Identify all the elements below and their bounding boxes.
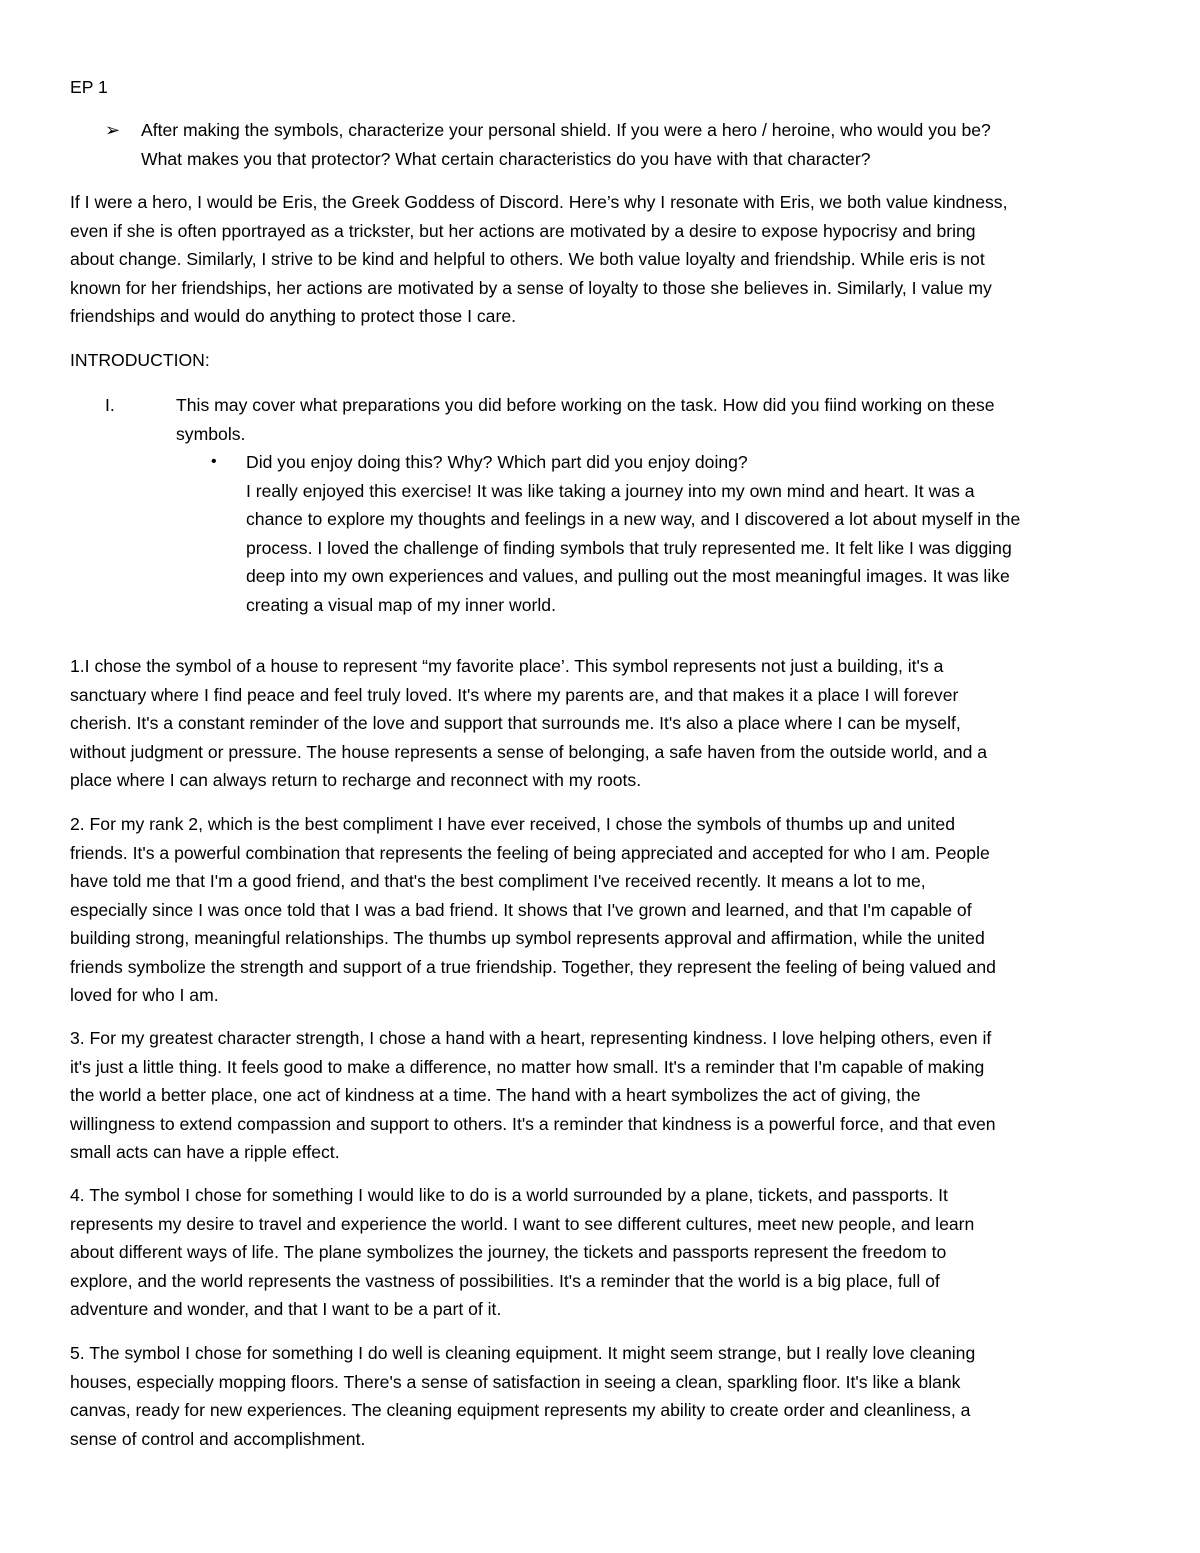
- paragraph-line: sense of control and accomplishment.: [70, 1428, 366, 1449]
- paragraph-line: known for her friendships, her actions are motivated by a sense of loyalty to those she believes in. Similarly, I value my: [70, 277, 992, 298]
- introduction-item-text: [176, 391, 1130, 448]
- paragraph-line: place where I can always return to recharge and reconnect with my roots.: [70, 770, 642, 790]
- paragraph-line: process. I loved the challenge of finding symbols that truly represented me. It felt like I was digging: [246, 537, 1012, 558]
- bullet-dot-icon: •: [211, 453, 217, 470]
- paragraph-line: symbols.: [176, 423, 246, 444]
- paragraph-line: represents my desire to travel and experience the world. I want to see different cultures, meet new people, and learn: [70, 1213, 975, 1234]
- paragraph-line: houses, especially mopping floors. There's a sense of satisfaction in seeing a clean, sparkling floor. It's like a blank: [70, 1371, 961, 1392]
- paragraph-line: it's just a little thing. It feels good to make a difference, no matter how small. It's a reminder that I'm capable of making: [70, 1056, 985, 1077]
- paragraph-line: adventure and wonder, and that I want to be a part of it.: [70, 1299, 502, 1319]
- symbol-paragraph-1: [70, 652, 1130, 795]
- symbol-paragraph-3: [70, 1024, 1130, 1167]
- paragraph-line: sanctuary where I find peace and feel truly loved. It's where my parents are, and that makes it a place I will forever: [70, 684, 959, 705]
- symbol-paragraph-2: [70, 810, 1130, 1010]
- paragraph-line: loved for who I am.: [70, 985, 219, 1005]
- paragraph-line: small acts can have a ripple effect.: [70, 1142, 340, 1162]
- introduction-heading: INTRODUCTION:: [70, 350, 210, 370]
- paragraph-line: cherish. It's a constant reminder of the love and support that surrounds me. It's also a place where I can be myself,: [70, 713, 961, 733]
- paragraph-line: Did you enjoy doing this? Why? Which part did you enjoy doing?: [246, 452, 748, 472]
- paragraph-line: 5. The symbol I chose for something I do well is cleaning equipment. It might seem strange, but I really love cleaning: [70, 1343, 976, 1363]
- paragraph-line: deep into my own experiences and values, and pulling out the most meaningful images. It was like: [246, 566, 1010, 586]
- paragraph-line: friends. It's a powerful combination that represents the feeling of being appreciated and accepted for who I am. People: [70, 842, 990, 863]
- symbol-paragraph-4: [70, 1181, 1130, 1324]
- paragraph-line: especially since I was once told that I was a bad friend. It shows that I've grown and learned, and that I'm capable of: [70, 899, 972, 920]
- paragraph-line: If I were a hero, I would be Eris, the Greek Goddess of Discord. Here’s why I resonate with Eris, we both value kindness,: [70, 192, 1008, 212]
- document-title: EP 1: [70, 77, 108, 97]
- prompt-item: [70, 116, 1130, 173]
- hero-answer-paragraph: [70, 188, 1130, 331]
- paragraph-line: 2. For my rank 2, which is the best compliment I have ever received, I chose the symbols of thumbs up and united: [70, 814, 956, 834]
- paragraph-line: 4. The symbol I chose for something I would like to do is a world surrounded by a plane, tickets, and passports. It: [70, 1185, 948, 1205]
- paragraph-line: about different ways of life. The plane symbolizes the journey, the tickets and passports represent the freedom to: [70, 1242, 947, 1262]
- paragraph-line: friends symbolize the strength and support of a true friendship. Together, they represent the feeling of being valued and: [70, 956, 996, 977]
- paragraph-line: This may cover what preparations you did before working on the task. How did you fiind working on these: [176, 395, 995, 415]
- paragraph-line: the world a better place, one act of kindness at a time. The hand with a heart symbolizes the act of giving, the: [70, 1085, 921, 1105]
- arrow-bullet-icon: ➢: [105, 120, 121, 140]
- paragraph-line: explore, and the world represents the vastness of possibilities. It's a reminder that the world is a big place, full of: [70, 1270, 940, 1291]
- paragraph-line: canvas, ready for new experiences. The cleaning equipment represents my ability to create order and cleanliness, a: [70, 1400, 971, 1420]
- paragraph-line: have told me that I'm a good friend, and that's the best compliment I've received recently. It means a lot to me,: [70, 871, 926, 891]
- paragraph-line: building strong, meaningful relationships. The thumbs up symbol represents approval and affirmation, while the united: [70, 928, 985, 948]
- introduction-item: [70, 391, 1130, 448]
- introduction-sub-bullet: [70, 448, 1130, 619]
- roman-numeral: I.: [105, 395, 115, 415]
- paragraph-line: 1.I chose the symbol of a house to represent “my favorite place’. This symbol represents not just a building, it's a: [70, 656, 944, 676]
- paragraph-line: I really enjoyed this exercise! It was like taking a journey into my own mind and heart. It was a: [246, 480, 975, 501]
- paragraph-line: chance to explore my thoughts and feelings in a new way, and I discovered a lot about myself in the: [246, 509, 1021, 529]
- prompt-line: What makes you that protector? What certain characteristics do you have with that character?: [141, 148, 871, 169]
- paragraph-line: without judgment or pressure. The house represents a sense of belonging, a safe haven from the outside world, and a: [70, 741, 988, 762]
- prompt-line: After making the symbols, characterize your personal shield. If you were a hero / heroine, who would you be?: [141, 120, 991, 140]
- symbol-paragraph-5: [70, 1339, 1130, 1453]
- paragraph-line: creating a visual map of my inner world.: [246, 594, 556, 615]
- prompt-text: [141, 116, 1130, 173]
- sub-bullet-text: [246, 448, 1130, 619]
- paragraph-line: friendships and would do anything to protect those I care.: [70, 306, 516, 326]
- paragraph-line: about change. Similarly, I strive to be kind and helpful to others. We both value loyalty and friendship. While eris is not: [70, 249, 985, 269]
- paragraph-line: 3. For my greatest character strength, I chose a hand with a heart, representing kindness. I love helping others, even if: [70, 1028, 992, 1048]
- paragraph-line: willingness to extend compassion and support to others. It's a reminder that kindness is a powerful force, and that even: [70, 1113, 996, 1134]
- paragraph-line: even if she is often pportrayed as a trickster, but her actions are motivated by a desire to expose hypocrisy and bring: [70, 220, 976, 241]
